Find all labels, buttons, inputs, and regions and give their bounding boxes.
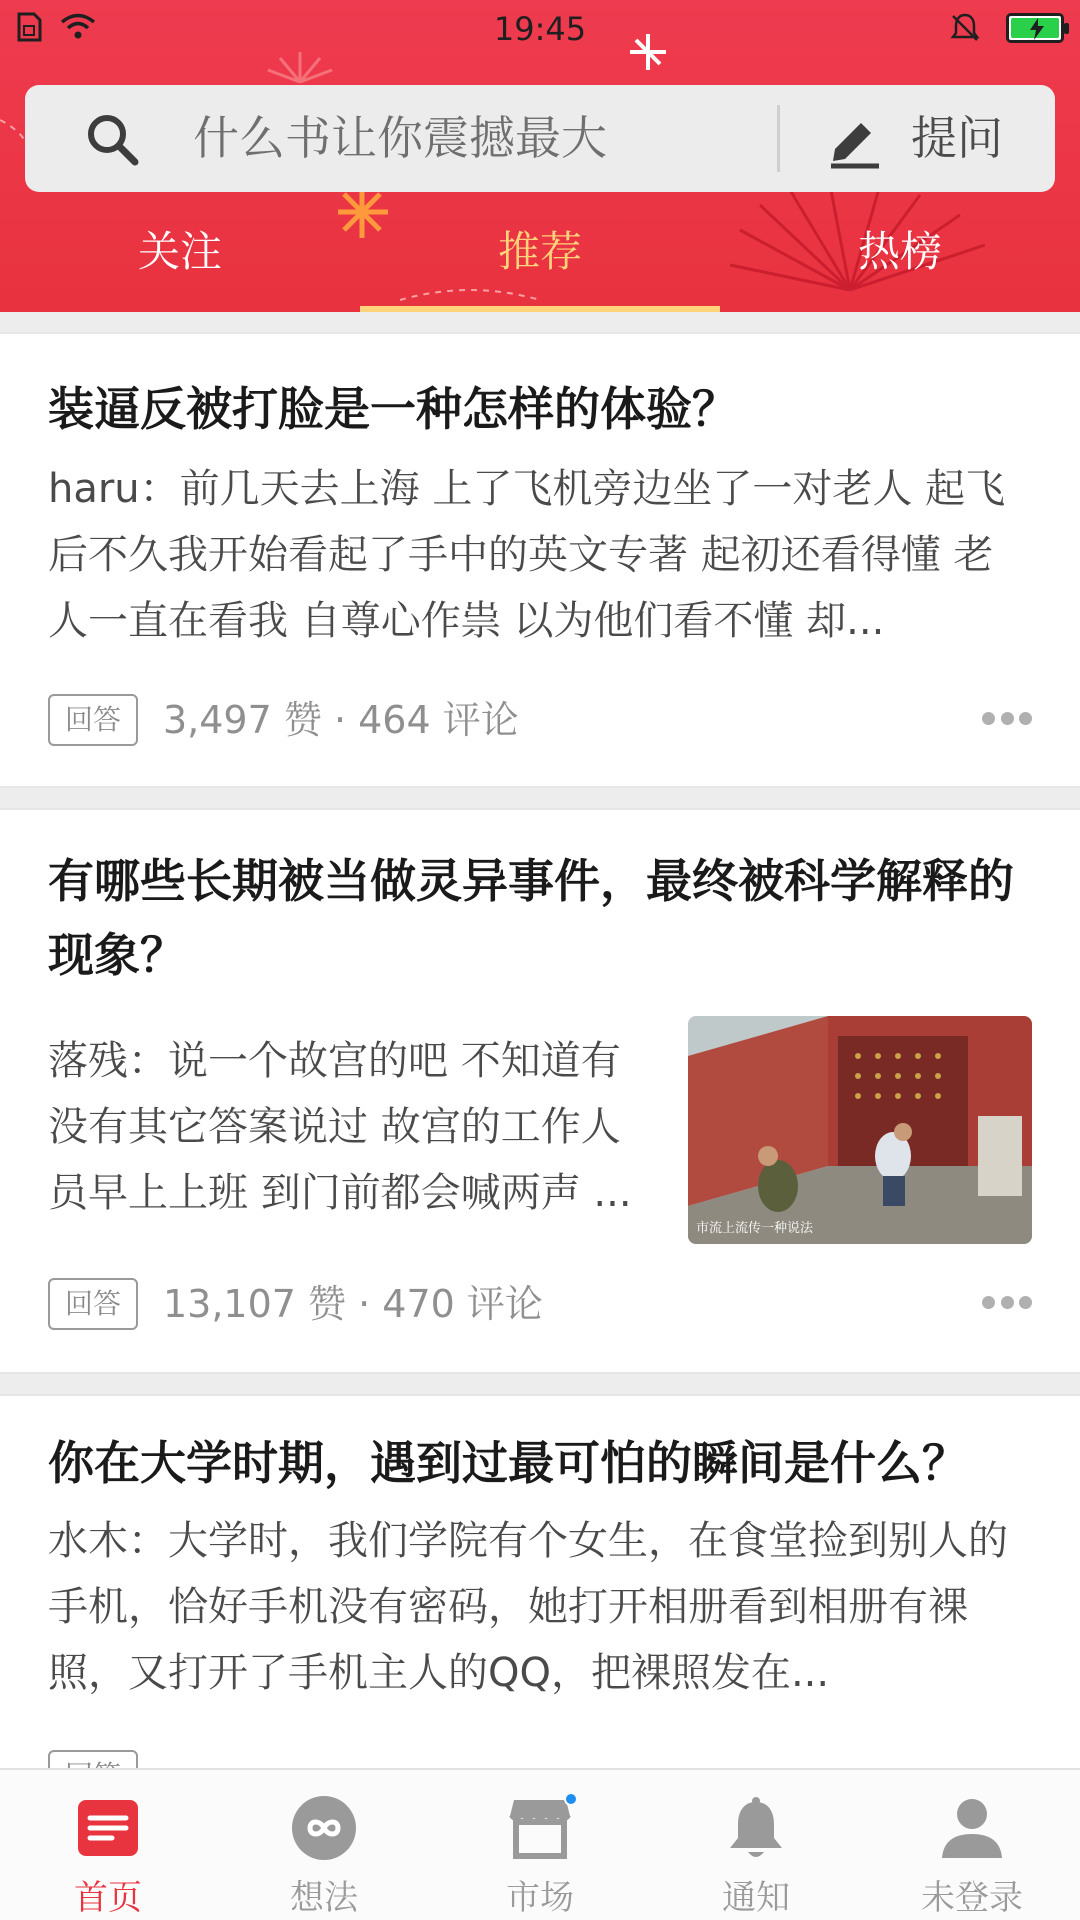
tab-recommend[interactable]: 推荐 [497, 227, 582, 276]
card-stats: 3,497 赞 · 464 评论 [163, 698, 519, 742]
tab-follow[interactable]: 关注 [137, 227, 222, 276]
thumbnail-caption: 市流上流传一种说法 [696, 1221, 814, 1236]
status-bar [0, 0, 1080, 60]
card-excerpt[interactable]: 落残：说一个故宫的吧 不知道有没有其它答案说过 故宫的工作人员早上上班 到门前都会喊两声 ... [48, 1038, 632, 1216]
profile-icon [936, 1792, 1008, 1864]
card-title[interactable]: 你在大学时期，遇到过最可怕的瞬间是什么？ [48, 1436, 968, 1490]
nav-label: 未登录 [921, 1878, 1023, 1918]
bell-icon [720, 1792, 792, 1864]
pencil-icon [825, 111, 885, 169]
nav-market[interactable] [432, 1770, 648, 1920]
search-bar[interactable] [25, 85, 1055, 192]
battery-charging-icon [1006, 13, 1064, 43]
feed-tabs [0, 212, 1080, 312]
nav-profile[interactable] [864, 1770, 1080, 1920]
card-meta [48, 694, 1032, 750]
answer-badge: 回答 [48, 694, 138, 746]
card-title[interactable]: 有哪些长期被当做灵异事件，最终被科学解释的现象？ [48, 854, 1014, 982]
ideas-icon [288, 1792, 360, 1864]
tab-hot[interactable]: 热榜 [857, 227, 942, 276]
nav-label: 想法 [290, 1878, 358, 1918]
card-stats: 13,107 赞 · 470 评论 [163, 1282, 543, 1326]
bottom-navigation [0, 1768, 1080, 1920]
card-meta [48, 1278, 1032, 1334]
card-thumbnail[interactable] [688, 1016, 1032, 1244]
nav-label: 通知 [722, 1878, 790, 1918]
ask-button[interactable]: 提问 [911, 111, 1003, 165]
tab-active-indicator [360, 306, 720, 312]
status-time: 19:45 [493, 10, 587, 48]
search-icon [83, 110, 141, 168]
home-icon [72, 1792, 144, 1864]
feed-card[interactable] [0, 1394, 1080, 1814]
nav-ideas[interactable] [216, 1770, 432, 1920]
nav-label: 首页 [74, 1878, 142, 1918]
bell-muted-icon [950, 12, 980, 44]
answer-badge: 回答 [48, 1278, 138, 1330]
search-input[interactable]: 什么书让你震撼最大 [193, 111, 607, 165]
card-title[interactable]: 装逼反被打脸是一种怎样的体验？ [48, 382, 738, 436]
nav-label: 市场 [506, 1878, 574, 1918]
more-icon[interactable] [982, 1296, 1032, 1312]
card-excerpt[interactable]: haru：前几天去上海 上了飞机旁边坐了一对老人 起飞后不久我开始看起了手中的英文专著 起初还看得懂 老人一直在看我 自尊心作祟 以为他们看不懂 却... [48, 466, 1006, 644]
nav-notifications[interactable] [648, 1770, 864, 1920]
nav-home[interactable] [0, 1770, 216, 1920]
feed-card[interactable] [0, 332, 1080, 788]
card-excerpt[interactable]: 水木：大学时，我们学院有个女生，在食堂捡到别人的手机，恰好手机没有密码，她打开相册看到相册有裸照，又打开了手机主人的QQ，把裸照发在... [48, 1518, 1008, 1696]
notification-dot [564, 1792, 578, 1806]
forbidden-city-gate-image [688, 1016, 1032, 1244]
app-header [0, 0, 1080, 312]
feed-card[interactable] [0, 808, 1080, 1374]
search-divider [777, 105, 780, 172]
more-icon[interactable] [982, 712, 1032, 728]
